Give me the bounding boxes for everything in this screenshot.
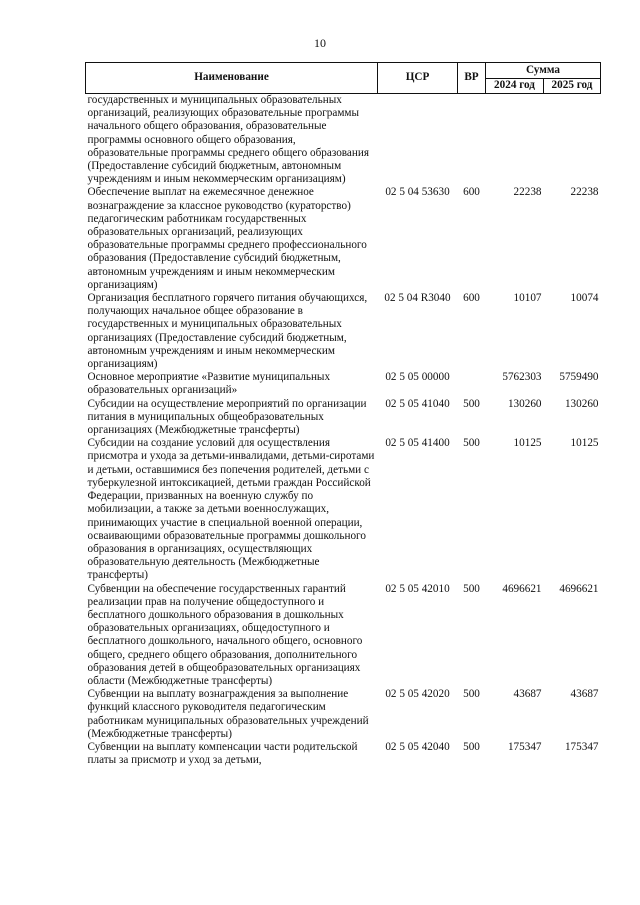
header-csr: ЦСР bbox=[378, 63, 458, 94]
row-sum-2025: 22238 bbox=[570, 186, 599, 199]
header-name: Наименование bbox=[86, 63, 378, 94]
row-sum-2024: 4696621 bbox=[502, 582, 542, 595]
row-sum-2025: 5759490 bbox=[559, 371, 599, 384]
row-csr: 02 5 04 R3040 bbox=[384, 292, 451, 305]
row-sum-2024: 5762303 bbox=[502, 371, 542, 384]
row-sum-2024 bbox=[486, 94, 544, 187]
header-year-2024: 2024 год bbox=[486, 78, 544, 94]
header-vr: ВР bbox=[458, 63, 486, 94]
row-vr: 600 bbox=[463, 292, 480, 305]
row-csr bbox=[378, 94, 458, 187]
row-name: государственных и муниципальных образовательных организаций, реализующих образовательные программы начального общего образования, образовательные программы основного общего образования, образовательные программы среднего общего образования (Предоставление субсидий бюджетным, автономным учреждениям и иным некоммерческим организациям) bbox=[87, 94, 370, 186]
row-name: Субвенции на обеспечение государственных гарантий реализации прав на получение общедоступного и бесплатного дошкольного образования в дошкольных образовательных организациях, общедоступного и бесплатного дошкольного, начального общего, основного общего, среднего общего образования, дополнительного образования детей в общеобразовательных организациях области (Межбюджетные трансферты) bbox=[87, 582, 363, 687]
table-row bbox=[86, 371, 601, 397]
row-vr: 500 bbox=[463, 688, 480, 701]
row-name: Обеспечение выплат на ежемесячное денежное вознаграждение за классное руководство (кураторство) педагогическим работникам государственных образовательных организаций, реализующих образовательные программы среднего профессионального образования (Предоставление субсидий бюджетным, автономным учреждениям и иным некоммерческим организациям) bbox=[87, 186, 367, 291]
header-sum: Сумма bbox=[486, 63, 601, 79]
row-vr: 600 bbox=[463, 186, 480, 199]
row-name: Основное мероприятие «Развитие муниципальных образовательных организаций» bbox=[87, 371, 331, 397]
row-name: Организация бесплатного горячего питания обучающихся, получающих начальное общее образование в государственных и муниципальных образовательных организациях (Предоставление субсидий бюджетным, автономным учреждениям и иным некоммерческим организациям) bbox=[87, 292, 368, 371]
table-row bbox=[86, 437, 601, 582]
table-row bbox=[86, 741, 601, 767]
row-csr: 02 5 05 42040 bbox=[385, 740, 450, 753]
row-sum-2025: 130260 bbox=[564, 397, 599, 410]
row-name: Субвенции на выплату вознаграждения за выполнение функций классного руководителя педагогическим работникам муниципальных образовательных учреждений (Межбюджетные трансферты) bbox=[87, 688, 369, 740]
row-sum-2025 bbox=[544, 94, 601, 187]
page-number: 10 bbox=[314, 36, 326, 50]
row-name: Субвенции на выплату компенсации части родительской платы за присмотр и уход за детьми, bbox=[87, 740, 358, 767]
row-csr: 02 5 05 42020 bbox=[385, 688, 450, 701]
row-vr: 500 bbox=[463, 582, 480, 595]
table-row bbox=[86, 292, 601, 371]
row-sum-2024: 175347 bbox=[507, 740, 542, 753]
table-row bbox=[86, 186, 601, 292]
row-vr bbox=[458, 371, 486, 397]
row-csr: 02 5 04 53630 bbox=[385, 186, 450, 199]
row-sum-2024: 130260 bbox=[507, 397, 542, 410]
header-year-2025: 2025 год bbox=[544, 78, 601, 94]
row-vr: 500 bbox=[463, 397, 480, 410]
budget-table bbox=[85, 62, 601, 767]
table-row bbox=[86, 583, 601, 689]
row-name: Субсидии на создание условий для осуществления присмотра и ухода за детьми-инвалидами, детьми-сиротами и детьми, оставшимися без попечения родителей, детьми с туберкулезной интоксикацией, детьми граждан Российской Федерации, призванных на военную службу по мобилизации, а также за детьми военнослужащих, принимающих участие в специальной военной операции, осваивающими образовательные программы дошкольного образования в организациях, осуществляющих образовательную деятельность (Межбюджетные трансферты) bbox=[87, 437, 375, 582]
table-row bbox=[86, 688, 601, 741]
row-vr: 500 bbox=[463, 437, 480, 450]
row-csr: 02 5 05 41400 bbox=[385, 437, 450, 450]
row-sum-2024: 10125 bbox=[513, 437, 542, 450]
row-csr: 02 5 05 00000 bbox=[385, 371, 450, 384]
table-header bbox=[86, 63, 601, 94]
row-vr: 500 bbox=[463, 740, 480, 753]
row-sum-2024: 10107 bbox=[513, 292, 542, 305]
row-sum-2025: 175347 bbox=[564, 740, 599, 753]
row-sum-2024: 43687 bbox=[513, 688, 542, 701]
table-row bbox=[86, 94, 601, 187]
row-name: Субсидии на осуществление мероприятий по организации питания в муниципальных общеобразовательных организациях (Межбюджетные трансферты) bbox=[87, 397, 367, 437]
row-csr: 02 5 05 41040 bbox=[385, 397, 450, 410]
row-sum-2025: 43687 bbox=[570, 688, 599, 701]
table-row bbox=[86, 398, 601, 438]
row-csr: 02 5 05 42010 bbox=[385, 582, 450, 595]
row-vr bbox=[458, 94, 486, 187]
row-sum-2025: 10074 bbox=[570, 292, 599, 305]
row-sum-2024: 22238 bbox=[513, 186, 542, 199]
row-sum-2025: 4696621 bbox=[559, 582, 599, 595]
row-sum-2025: 10125 bbox=[570, 437, 599, 450]
